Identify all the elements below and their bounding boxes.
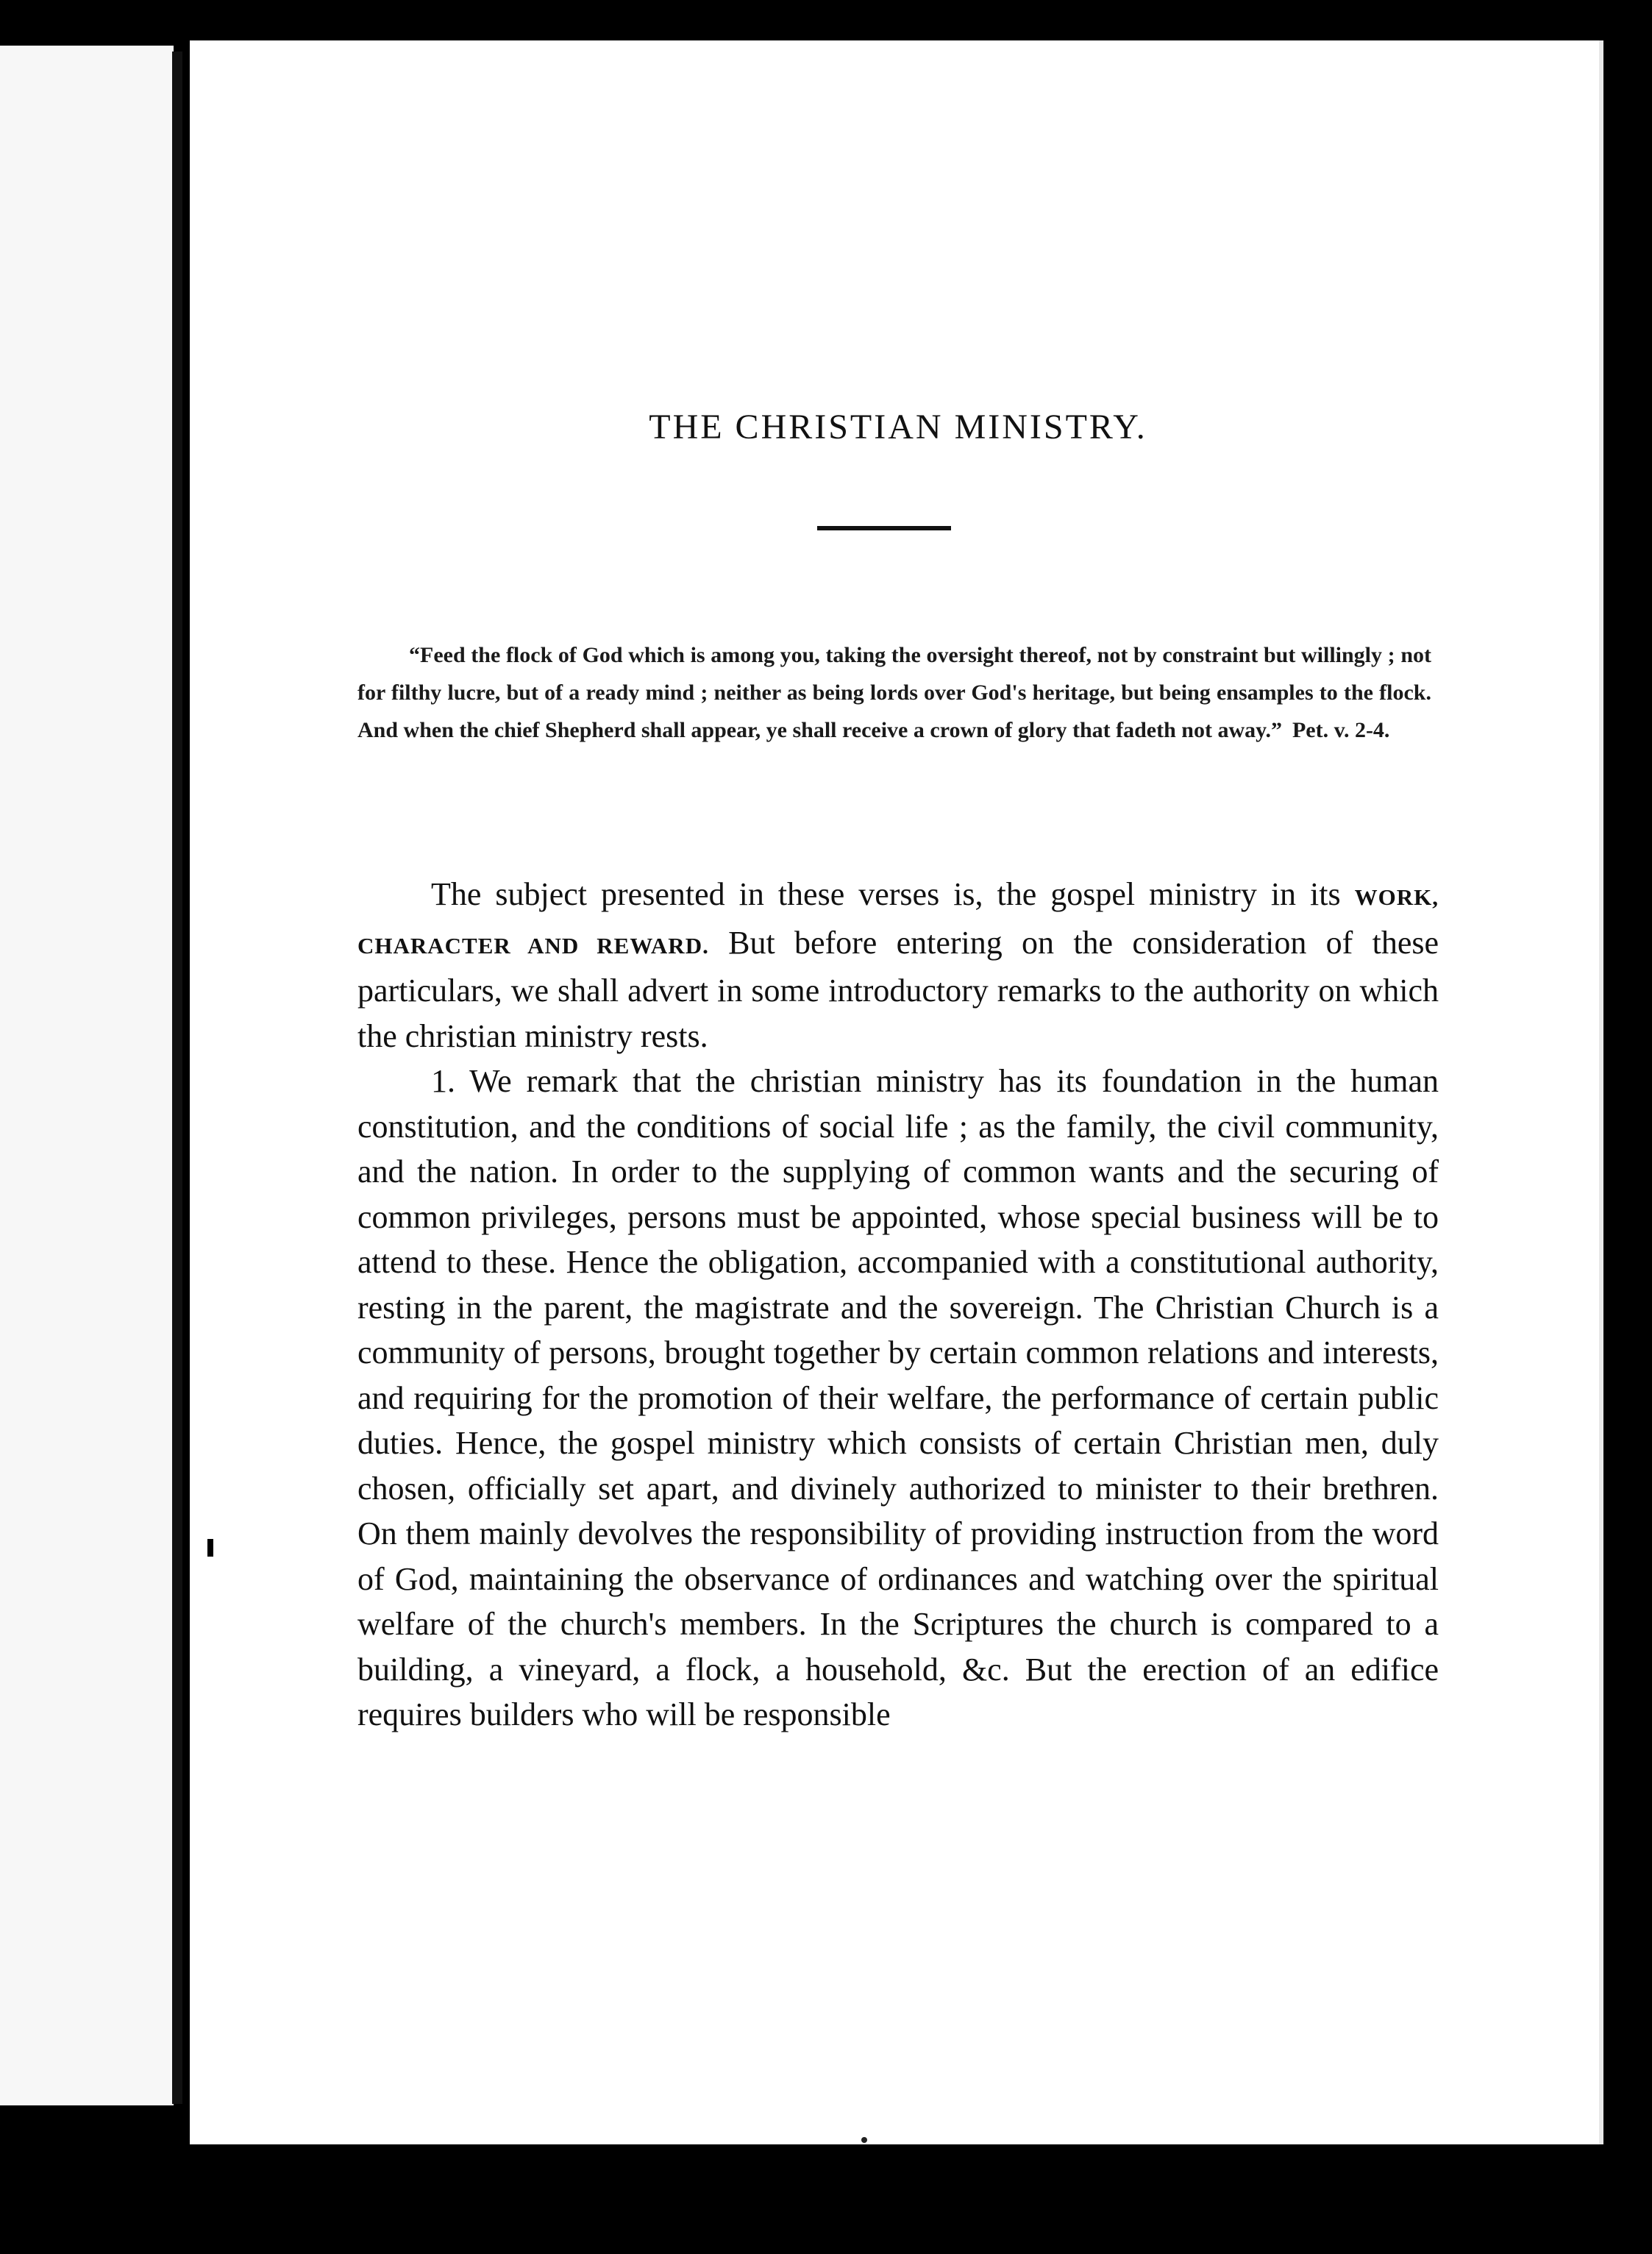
book-page <box>190 40 1599 2144</box>
paragraph-intro <box>357 872 1439 1059</box>
body-text <box>357 872 1439 1738</box>
epigraph-text: “Feed the flock of God which is among you, taking the oversight thereof, not by constraint but willingly ; not for filthy lucre, but of a ready mind ; neither as being lords over God's heritage, but being ensamples to the flock. And when the chief Shepherd shall appear, ye shall receive a crown of glory that fadeth not away.” <box>357 643 1431 742</box>
paragraph-intro-start: The subject presented in these verses is, the gospel ministry in its <box>431 876 1341 912</box>
facing-page-edge <box>0 46 174 2105</box>
paragraph-1: 1. We remark that the christian ministry has its foundation in the human constitution, and the conditions of social life ; as the family, the civil community, and the nation. In order to the supplying of common wants and the securing of common privileges, persons must be appointed, whose special business will be to attend to these. Hence the obligation, accompanied with a constitutional authority, resting in the parent, the magistrate and the sovereign. The Christian Church is a community of persons, brought together by certain common relations and interests, and requiring for the promotion of their welfare, the performance of certain public duties. Hence, the gospel ministry which consists of certain Christian men, duly chosen, officially set apart, and divinely authorized to minister to their brethren. On them mainly devolves the responsibility of providing instruction from the word of God, maintaining the observance of ordinances and watching over the spiritual welfare of the church's members. In the Scriptures the church is compared to a building, a vineyard, a flock, a household, &c. But the erection of an edifice requires builders who will be responsible <box>357 1063 1439 1732</box>
title-rule <box>817 526 951 530</box>
spine-mark <box>207 1539 213 1557</box>
epigraph <box>357 636 1431 749</box>
book-spine <box>172 51 182 2104</box>
footer-mark <box>861 2137 867 2143</box>
epigraph-reference: Pet. v. 2-4. <box>1292 718 1390 742</box>
paragraph-intro-smallcaps: WORK, CHARACTER AND REWARD. <box>357 884 1439 959</box>
page-title: THE CHRISTIAN MINISTRY. <box>649 408 1147 447</box>
paragraph-intro-end: But before entering on the consideration of these particulars, we shall advert in some introductory remarks to the authority on which the christian ministry rests. <box>357 924 1439 1054</box>
